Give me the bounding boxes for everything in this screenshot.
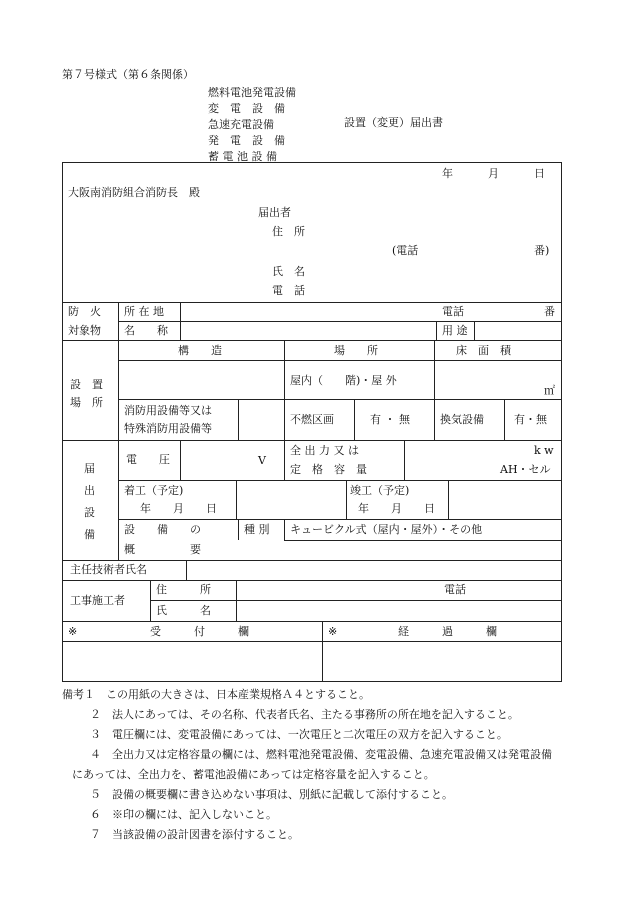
note-6: ６ ※印の欄には、記入しないこと。: [90, 808, 277, 821]
document-title: 設置（変更）届出書: [344, 116, 443, 129]
note-4-cont: にあっては、全出力を、蓄電池設備にあっては定格容量を記入すること。: [72, 768, 435, 781]
equip-label-char-3: 設: [84, 506, 95, 519]
output-label-2: 定 格 容 量: [290, 463, 367, 476]
equip-label-char-2: 出: [84, 484, 95, 497]
col-floor-area: 床 面 積: [456, 344, 511, 357]
overview-label-1: 設 備 の: [124, 523, 201, 536]
area-unit: ㎡: [544, 384, 555, 397]
equip-label-char-1: 届: [84, 462, 95, 475]
fireproof-presence: 有 ・ 無: [370, 413, 410, 426]
start-label: 着工（予定): [124, 484, 184, 497]
equipment-type-5: 蓄 電 池 設 備: [208, 150, 277, 163]
form-number: 第７号様式（第６条関係）: [62, 68, 194, 81]
note-3: ３ 電圧欄には、変電設備にあっては、一次電圧と二次電圧の双方を記入すること。: [90, 728, 508, 741]
note-1: 備考１ この用紙の大きさは、日本産業規格Ａ４とすること。: [62, 688, 370, 701]
applicant-label: 届出者: [258, 206, 291, 219]
ventilation-label: 換気設備: [440, 413, 484, 426]
receipt-mark: ※: [68, 625, 78, 638]
contractor-address-label: 住 所: [156, 583, 211, 596]
voltage-unit: V: [258, 454, 266, 467]
contractor-phone-label: 電話: [444, 583, 466, 596]
fireproof-zone: 不燃区画: [290, 413, 334, 426]
unit-kw: k w: [534, 444, 554, 457]
date-month: 月: [488, 167, 499, 180]
receipt-label: 受 付 欄: [150, 625, 249, 638]
note-5: ５ 設備の概要欄に書き込めない事項は、別紙に記載して添付すること。: [90, 788, 453, 801]
equipment-type-4: 発 電 設 備: [208, 134, 285, 147]
use-label: 用 途: [442, 324, 468, 337]
addressee: 大阪南消防組合消防長 殿: [68, 186, 200, 199]
note-4: ４ 全出力又は定格容量の欄には、燃料電池発電設備、変電設備、急速充電設備又は発電設備: [90, 748, 552, 761]
site-label-2: 場 所: [70, 396, 103, 409]
col-place: 場 所: [334, 344, 378, 357]
col-structure: 構 造: [178, 344, 222, 357]
ventilation-presence: 有・無: [514, 413, 547, 426]
date-year: 年: [442, 167, 453, 180]
progress-label: 経 過 欄: [398, 625, 497, 638]
finish-date: 年 月 日: [358, 502, 435, 515]
progress-mark: ※: [328, 625, 338, 638]
finish-label: 竣工（予定): [350, 484, 410, 497]
unit-ah: AH・セル: [500, 463, 551, 476]
target-phone-label: 電話: [442, 305, 464, 318]
site-label-1: 設 置: [70, 378, 103, 391]
equip-label-char-4: 備: [84, 528, 95, 541]
target-phone-suffix: 番: [544, 305, 555, 318]
date-day: 日: [534, 167, 545, 180]
note-7: ７ 当該設備の設計図書を添付すること。: [90, 828, 299, 841]
contractor-name-label: 氏 名: [156, 604, 211, 617]
fire-equip-line-1: 消防用設備等又は: [124, 404, 212, 417]
applicant-phone-close: 番): [534, 244, 550, 257]
target-name-label: 名 称: [124, 324, 168, 337]
contractor-label: 工事施工者: [70, 594, 125, 607]
equipment-type-2: 変 電 設 備: [208, 102, 285, 115]
note-2: ２ 法人にあっては、その名称、代表者氏名、主たる事務所の所在地を記入すること。: [90, 708, 519, 721]
indoor-outdoor: 屋内（ 階)・屋 外: [290, 374, 397, 387]
target-label-1: 防 火: [68, 305, 101, 318]
start-date: 年 月 日: [140, 502, 217, 515]
target-label-2: 対象物: [68, 324, 101, 337]
engineer-label: 主任技術者氏名: [70, 563, 147, 576]
type-label: 種 別: [244, 523, 270, 536]
applicant-address-label: 住 所: [272, 225, 305, 238]
overview-label-2: 概 要: [124, 543, 201, 556]
fire-equip-line-2: 特殊消防用設備等: [124, 422, 212, 435]
location-label: 所 在 地: [124, 305, 164, 318]
output-label-1: 全 出 力 又 は: [290, 444, 359, 457]
type-options: キュービクル式（屋内・屋外）・その他: [290, 523, 483, 536]
applicant-phone-label: 電 話: [272, 284, 305, 297]
equipment-type-1: 燃料電池発電設備: [208, 86, 296, 99]
applicant-name-label: 氏 名: [272, 265, 305, 278]
voltage-label: 電 圧: [126, 453, 170, 466]
applicant-phone-open: (電話: [392, 244, 419, 257]
equipment-type-3: 急速充電設備: [208, 118, 274, 131]
